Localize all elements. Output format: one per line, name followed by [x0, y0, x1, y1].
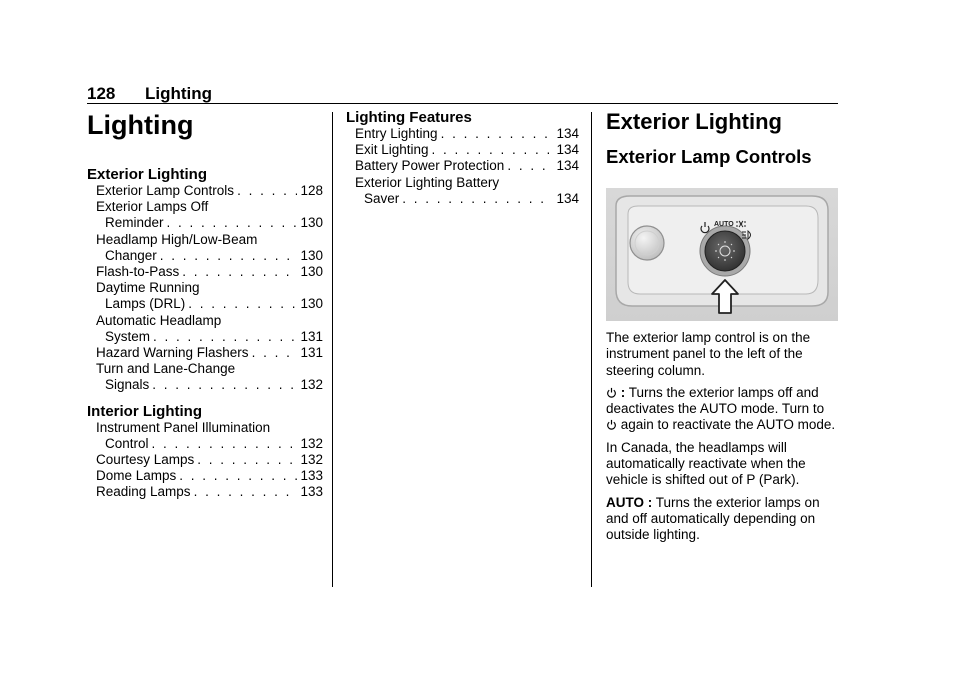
paragraph-canada: In Canada, the headlamps will automatically reactivate when the vehicle is shifted out of P (Park).: [606, 439, 806, 488]
toc-entry-title: System: [105, 328, 151, 344]
paragraph-auto-mode: AUTO : Turns the exterior lamps on and off automatically depending on outside lighting.: [606, 494, 820, 543]
toc-heading-exterior: Exterior Lighting: [87, 166, 207, 183]
toc-leader-dots: [160, 248, 298, 264]
toc-entry-title: Reminder: [105, 215, 164, 231]
page-header: [87, 84, 212, 104]
toc-page-number: 133: [300, 484, 323, 500]
toc-leader-dots: [432, 142, 554, 158]
toc-entry-title: Changer: [105, 247, 157, 263]
toc-entry-title: Reading Lamps: [96, 484, 191, 500]
power-symbol-icon: [606, 419, 617, 430]
toc-entry[interactable]: [355, 126, 579, 142]
section-title: Exterior Lighting: [606, 109, 782, 134]
toc-leader-dots: [188, 296, 297, 312]
header-section: Lighting: [145, 84, 213, 103]
toc-entry-title: Automatic Headlamp: [96, 312, 222, 328]
toc-page-number: 130: [300, 296, 323, 312]
toc-entry-title: Instrument Panel Illumination: [96, 419, 271, 435]
toc-page-number: 131: [300, 328, 323, 344]
toc-page-number: 130: [300, 247, 323, 263]
toc-entry[interactable]: [96, 232, 323, 264]
body-text: [606, 330, 838, 550]
chapter-title: Lighting: [87, 110, 194, 140]
toc-entry[interactable]: [96, 345, 323, 361]
toc-entry-title: Lamps (DRL): [105, 296, 186, 312]
toc-page-number: 132: [300, 377, 323, 393]
toc-entry[interactable]: [355, 142, 579, 158]
toc-leader-dots: [507, 158, 553, 174]
toc-list-exterior: [87, 183, 323, 394]
toc-entry-title: Hazard Warning Flashers: [96, 345, 249, 361]
toc-heading-interior: Interior Lighting: [87, 402, 202, 420]
toc-entry[interactable]: [96, 313, 323, 345]
toc-page-number: 133: [300, 468, 323, 484]
toc-page-number: 134: [556, 142, 579, 158]
toc-entry[interactable]: [96, 420, 323, 452]
column-divider-2: [591, 112, 592, 587]
toc-page-number: 132: [300, 435, 323, 451]
toc-page-number: 131: [300, 345, 323, 361]
toc-leader-dots: [152, 377, 297, 393]
toc-entry[interactable]: [355, 175, 579, 207]
toc-column-1: [87, 108, 323, 501]
toc-entry-title: Headlamp High/Low-Beam: [96, 231, 258, 247]
toc-heading-features: Lighting Features: [346, 109, 472, 126]
paragraph-location: The exterior lamp control is on the instrument panel to the left of the steering column.: [606, 330, 811, 378]
toc-entry[interactable]: [96, 199, 323, 231]
toc-entry[interactable]: [96, 484, 323, 500]
toc-entry-title: Exterior Lamp Controls: [96, 183, 235, 198]
toc-entry[interactable]: [96, 468, 323, 484]
toc-page-number: 130: [300, 215, 323, 231]
toc-page-number: 134: [556, 190, 579, 206]
column-divider-1: [332, 112, 333, 587]
toc-leader-dots: [252, 345, 298, 361]
toc-entry-title: Battery Power Protection: [355, 158, 505, 174]
toc-entry-title: Entry Lighting: [355, 126, 438, 141]
toc-page-number: 128: [300, 183, 323, 198]
toc-entry-title: Turn and Lane-Change: [96, 361, 236, 377]
toc-entry-title: Flash-to-Pass: [96, 264, 180, 280]
paragraph-off-mode: : Turns the exterior lamps off and deactivates the AUTO mode. Turn to again to reactivate the AUTO mode.: [606, 384, 836, 433]
toc-entry-title: Saver: [364, 190, 400, 206]
auto-label: AUTO: [714, 221, 734, 228]
toc-entry-title: Exterior Lighting Battery: [355, 174, 500, 190]
toc-leader-dots: [167, 215, 298, 231]
toc-entry[interactable]: [96, 264, 323, 280]
toc-page-number: 134: [556, 126, 579, 141]
toc-leader-dots: [197, 452, 297, 468]
toc-entry-title: Signals: [105, 377, 150, 393]
toc-leader-dots: [402, 191, 553, 207]
header-rule: [87, 103, 838, 104]
toc-page-number: 130: [300, 264, 323, 280]
toc-entry-title: Exit Lighting: [355, 142, 429, 158]
lamp-control-knob: [705, 231, 745, 271]
toc-entry[interactable]: [96, 452, 323, 468]
toc-leader-dots: [194, 484, 298, 500]
toc-leader-dots: [179, 468, 297, 484]
page-number: 128: [87, 84, 116, 103]
toc-column-2: [346, 109, 579, 207]
toc-entry[interactable]: [96, 280, 323, 312]
toc-list-interior: [87, 420, 323, 501]
subsection-title: Exterior Lamp Controls: [606, 146, 812, 167]
toc-entry[interactable]: [96, 361, 323, 393]
power-symbol-icon: [606, 387, 617, 398]
toc-entry-title: Control: [105, 435, 149, 451]
toc-page-number: 134: [556, 158, 579, 174]
toc-leader-dots: [441, 126, 554, 142]
toc-entry[interactable]: [355, 158, 579, 174]
toc-leader-dots: [182, 264, 297, 280]
toc-entry[interactable]: [96, 183, 323, 199]
toc-entry-title: Exterior Lamps Off: [96, 199, 209, 215]
toc-entry-title: Courtesy Lamps: [96, 452, 195, 468]
content-column: [606, 108, 838, 169]
toc-page-number: 132: [300, 452, 323, 468]
toc-leader-dots: [153, 329, 297, 345]
toc-list-features: [346, 126, 579, 207]
lamp-control-illustration: [606, 188, 838, 321]
toc-entry-title: Dome Lamps: [96, 468, 177, 484]
toc-leader-dots: [237, 183, 297, 199]
toc-leader-dots: [152, 436, 298, 452]
toc-entry-title: Daytime Running: [96, 280, 200, 296]
